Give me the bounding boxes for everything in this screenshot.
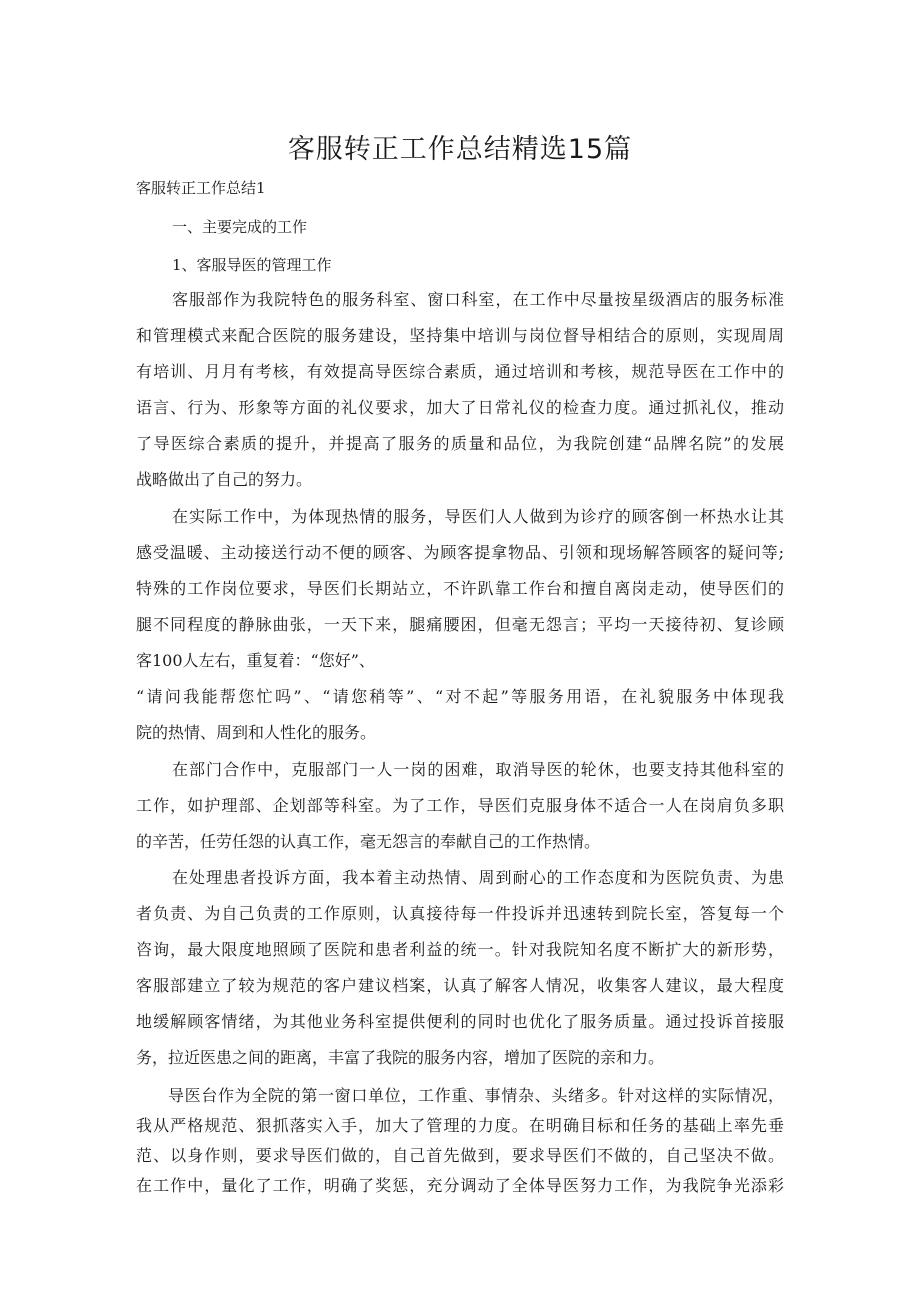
paragraph-line: 语言、行为、形象等方面的礼仪要求，加大了日常礼仪的检查力度。通过抓礼仪，推动 bbox=[136, 398, 784, 417]
document-subtitle: 客服转正工作总结1 bbox=[136, 179, 266, 197]
paragraph-1 bbox=[136, 282, 784, 498]
paragraph-line: 在部门合作中，克服部门一人一岗的困难，取消导医的轮休，也要支持其他科室的 bbox=[172, 760, 784, 779]
paragraph-line: 范、以身作则，要求导医们做的，自己首先做到，要求导医们不做的，自己坚决不做。 bbox=[136, 1146, 784, 1165]
paragraph-line: 有培训、月月有考核，有效提高导医综合素质，通过培训和考核，规范导医在工作中的 bbox=[136, 362, 784, 381]
paragraph-line: 的辛苦，任劳任怨的认真工作，毫无怨言的奉献自己的工作热情。 bbox=[136, 832, 601, 851]
paragraph-line: 感受温暖、主动接送行动不便的顾客、为顾客提拿物品、引领和现场解答顾客的疑问等; bbox=[136, 543, 784, 562]
paragraph-line: 和管理模式来配合医院的服务建设，坚持集中培训与岗位督导相结合的原则，实现周周 bbox=[136, 326, 784, 345]
paragraph-line: 在处理患者投诉方面，我本着主动热情、周到耐心的工作态度和为医院负责、为患 bbox=[172, 868, 784, 887]
paragraph-line: 我从严格规范、狠抓落实入手，加大了管理的力度。在明确目标和任务的基础上率先垂 bbox=[136, 1116, 784, 1135]
paragraph-line: 战略做出了自己的努力。 bbox=[136, 470, 313, 489]
paragraph-line: 工作，如护理部、企划部等科室。为了工作，导医们克服身体不适合一人在岗肩负多职 bbox=[136, 796, 784, 815]
paragraph-line: 院的热情、周到和人性化的服务。 bbox=[136, 723, 377, 742]
paragraph-line: 了导医综合素质的提升，并提高了服务的质量和品位，为我院创建“品牌名院”的发展 bbox=[136, 434, 784, 453]
paragraph-line: 腿不同程度的静脉曲张，一天下来，腿痛腰困，但毫无怨言；平均一天接待初、复诊顾 bbox=[136, 615, 784, 634]
subsection-heading: 1、客服导医的管理工作 bbox=[172, 256, 332, 274]
paragraph-4 bbox=[136, 860, 784, 1076]
paragraph-line: 在实际工作中，为体现热情的服务，导医们人人做到为诊疗的顾客倒一杯热水让其 bbox=[172, 507, 784, 526]
paragraph-line: 导医台作为全院的第一窗口单位，工作重、事情杂、头绪多。针对这样的实际情况， bbox=[168, 1086, 784, 1105]
paragraph-line: 务，拉近医患之间的距离，丰富了我院的服务内容，增加了医院的亲和力。 bbox=[136, 1048, 665, 1067]
paragraph-line: 客100人左右，重复着：“您好”、 bbox=[136, 651, 375, 670]
paragraph-line: 者负责、为自己负责的工作原则，认真接待每一件投诉并迅速转到院长室，答复每一个 bbox=[136, 904, 784, 923]
section-heading: 一、主要完成的工作 bbox=[172, 218, 308, 236]
paragraph-line: 特殊的工作岗位要求，导医们长期站立，不许趴靠工作台和擅自离岗走动，使导医们的 bbox=[136, 579, 784, 598]
paragraph-line: 在工作中，量化了工作，明确了奖惩，充分调动了全体导医努力工作，为我院争光添彩 bbox=[136, 1176, 784, 1195]
paragraph-line: 客服部作为我院特色的服务科室、窗口科室，在工作中尽量按星级酒店的服务标准 bbox=[172, 290, 784, 309]
paragraph-line: 客服部建立了较为规范的客户建议档案，认真了解客人情况，收集客人建议，最大程度 bbox=[136, 976, 784, 995]
paragraph-2 bbox=[136, 499, 784, 751]
paragraph-5 bbox=[136, 1081, 784, 1201]
document-title: 客服转正工作总结精选15篇 bbox=[287, 134, 633, 165]
paragraph-3 bbox=[136, 752, 784, 860]
paragraph-line: 咨询，最大限度地照顾了医院和患者利益的统一。针对我院知名度不断扩大的新形势， bbox=[136, 940, 784, 959]
paragraph-line: “请问我能帮您忙吗”、“请您稍等”、“对不起”等服务用语，在礼貌服务中体现我 bbox=[136, 687, 784, 706]
paragraph-line: 地缓解顾客情绪，为其他业务科室提供便利的同时也优化了服务质量。通过投诉首接服 bbox=[136, 1012, 784, 1031]
